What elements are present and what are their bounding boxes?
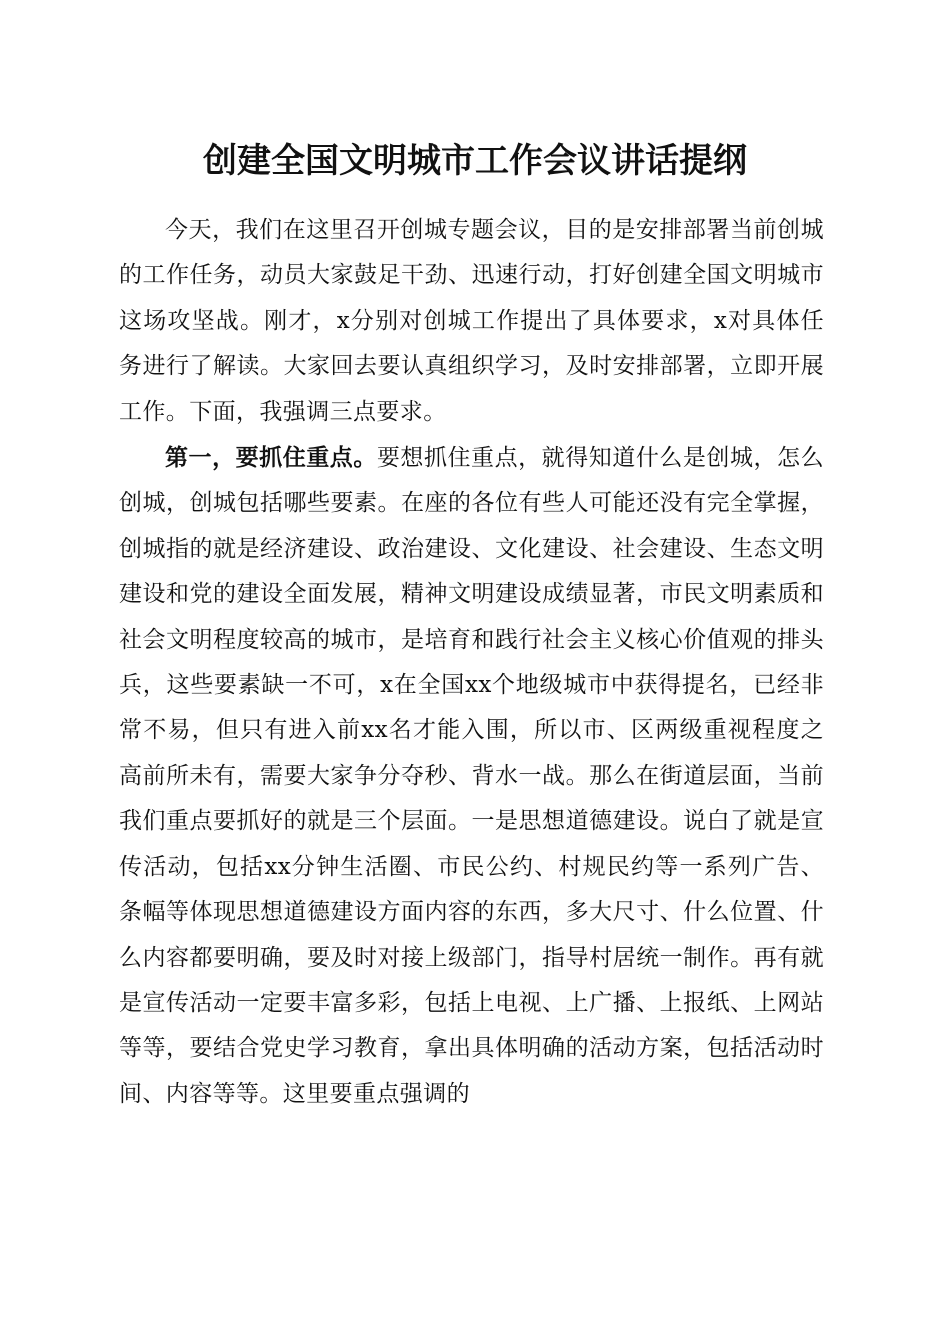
document-title: 创建全国文明城市工作会议讲话提纲 [203,141,747,181]
document-body [119,208,824,1117]
paragraph-intro: 今天，我们在这里召开创城专题会议，目的是安排部署当前创城的工作任务，动员大家鼓足干劲、迅速行动，打好创建全国文明城市这场攻坚战。刚才，x分别对创城工作提出了具体要求，x对具体任务进行了解读。大家回去要认真组织学习，及时安排部署，立即开展工作。下面，我强调三点要求。 [119,217,824,425]
paragraph-first-point-body: 要想抓住重点，就得知道什么是创城，怎么创城，创城包括哪些要素。在座的各位有些人可能还没有完全掌握，创城指的就是经济建设、政治建设、文化建设、社会建设、生态文明建设和党的建设全面发展，精神文明建设成绩显著，市民文明素质和社会文明程度较高的城市，是培育和践行社会主义核心价值观的排头兵，这些要素缺一不可，x在全国xx个地级城市中获得提名，已经非常不易，但只有进入前xx名才能入围，所以市、区两级重视程度之高前所未有，需要大家争分夺秒、背水一战。那么在街道层面，当前我们重点要抓好的就是三个层面。一是思想道德建设。说白了就是宣传活动，包括xx分钟生活圈、市民公约、村规民约等一系列广告、条幅等体现思想道德建设方面内容的东西，多大尺寸、什么位置、什么内容都要明确，要及时对接上级部门，指导村居统一制作。再有就是宣传活动一定要丰富多彩，包括上电视、上广播、上报纸、上网站等等，要结合党史学习教育，拿出具体明确的活动方案，包括活动时间、内容等等。这里要重点强调的 [119,445,824,1107]
paragraph-lead-heading: 第一，要抓住重点。 [165,444,377,472]
paragraph-first-point [119,435,824,1117]
